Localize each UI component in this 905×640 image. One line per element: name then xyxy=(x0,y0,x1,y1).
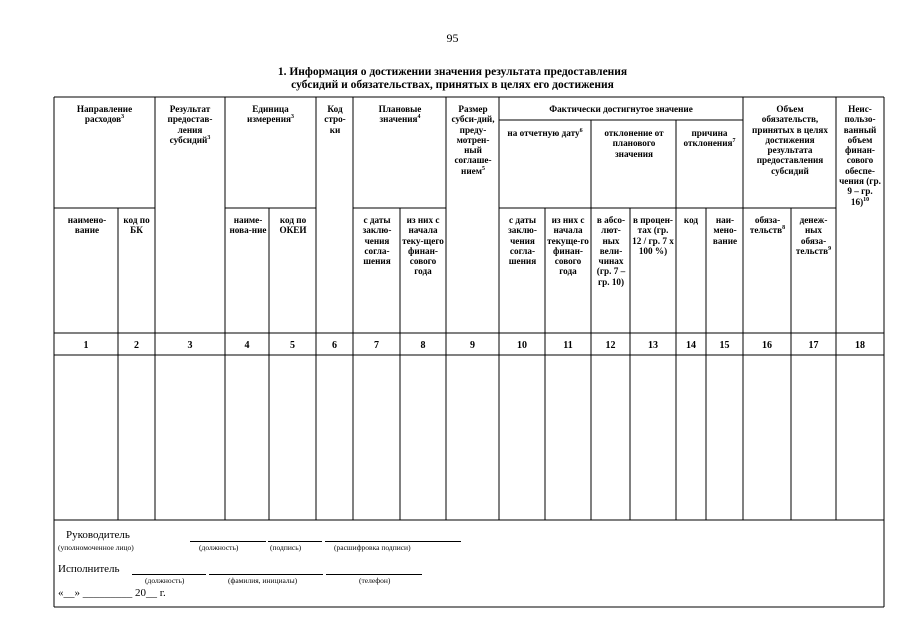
header-v-abs: в абсо-лют-ных вели-чинах (гр. 7 – гр. 10) xyxy=(596,215,626,287)
column-number: 6 xyxy=(332,340,337,351)
header-prichina: причина отклонения$^7$ xyxy=(683,128,736,149)
date-line: «__» _________ 20__ г. xyxy=(58,587,166,599)
header-kod-stroki: Код стро-ки xyxy=(324,104,346,135)
header-edinica-naim: наиме-нова-ние xyxy=(229,215,267,236)
header-plan-iz-nih: из них с начала теку-щего финан-сового года xyxy=(402,215,444,277)
header-obem: Объем обязательств, принятых в целях достижения результата предоставления субсидий xyxy=(752,104,828,176)
column-number: 9 xyxy=(470,340,475,351)
column-number: 16 xyxy=(762,340,772,351)
column-number: 3 xyxy=(187,340,193,351)
column-number: 14 xyxy=(686,340,696,351)
header-fakt: Фактически достигнутое значение xyxy=(549,104,693,114)
rukovoditel-label: Руководитель xyxy=(66,529,130,541)
column-number: 13 xyxy=(648,340,658,351)
column-number: 7 xyxy=(374,340,379,351)
form-title xyxy=(150,66,755,92)
header-neisp: Неис-пользо-ванный объем финан-сового обеспе-чения (гр. 9 – гр. 16)$^{10}$ xyxy=(839,104,881,207)
column-number: 4 xyxy=(244,340,250,351)
column-number: 18 xyxy=(855,340,865,351)
column-number: 8 xyxy=(420,340,426,351)
header-naimenovanie: наимено-вание xyxy=(67,215,107,236)
header-v-proc: в процен-тах (гр. 12 / гр. 7 х 100 %) xyxy=(632,215,674,256)
header-kod-bk: код по БК xyxy=(123,215,150,236)
header-napravlenie: Направление расходов$^3$ xyxy=(76,104,133,125)
podpis-caption: (подпись) xyxy=(270,543,302,552)
familiya-line xyxy=(209,574,323,575)
header-fakt-iz-nih: из них с начала текуще-го финан-сового года xyxy=(547,215,589,277)
telefon-caption: (телефон) xyxy=(359,576,391,585)
column-number: 15 xyxy=(719,340,730,351)
column-number: 12 xyxy=(605,340,616,351)
familiya-caption: (фамилия, инициалы) xyxy=(228,576,298,585)
header-prichina-kod: код xyxy=(683,215,699,225)
header-rezultat: Результат предостав-ления субсидий$^3$ xyxy=(167,104,213,145)
header-planovye: Плановые значения$^4$ xyxy=(378,104,422,125)
ispolnitel-dolzhnost-caption: (должность) xyxy=(145,576,185,585)
telefon-line xyxy=(326,574,422,575)
header-edinica-okei: код по ОКЕИ xyxy=(279,215,307,236)
rasshifrovka-line xyxy=(325,541,461,542)
upolnomochennoe-caption: (уполномоченное лицо) xyxy=(58,543,134,552)
header-prichina-naim: наи-мено-вание xyxy=(712,215,738,246)
column-number: 17 xyxy=(808,340,819,351)
column-number: 2 xyxy=(134,340,139,351)
rasshifrovka-caption: (расшифровка подписи) xyxy=(334,543,411,552)
page-number: 95 xyxy=(446,31,459,45)
column-number: 5 xyxy=(290,340,295,351)
podpis-line xyxy=(268,541,322,542)
header-fakt-s-daty: с даты заклю-чения согла-шения xyxy=(508,215,537,267)
header-otklonenie: отклонение от планового значения xyxy=(604,128,664,159)
header-obyazatelstv: обяза-тельств$^8$ xyxy=(749,215,786,236)
ispolnitel-dolzhnost-line xyxy=(132,574,206,575)
header-denezhnyh: денеж-ных обяза-тельств$^9$ xyxy=(795,215,832,256)
column-number: 10 xyxy=(517,340,527,351)
dolzhnost-line xyxy=(190,541,266,542)
ispolnitel-label: Исполнитель xyxy=(58,563,120,575)
title-line-2: субсидий и обязательствах, принятых в целях его достижения xyxy=(291,79,614,91)
title-line-1: 1. Информация о достижении значения результата предоставления xyxy=(277,66,628,78)
header-na-datu: на отчетную дату$^6$ xyxy=(507,127,583,138)
header-edinica: Единица измерения$^3$ xyxy=(247,104,294,125)
header-plan-s-daty: с даты заклю-чения согла-шения xyxy=(362,215,392,267)
dolzhnost-caption: (должность) xyxy=(199,543,239,552)
header-razmer: Размер субси-дий, преду-мотрен-ный соглаше-нием$^5$ xyxy=(451,104,495,176)
column-number: 1 xyxy=(83,340,89,351)
column-number: 11 xyxy=(563,340,573,351)
